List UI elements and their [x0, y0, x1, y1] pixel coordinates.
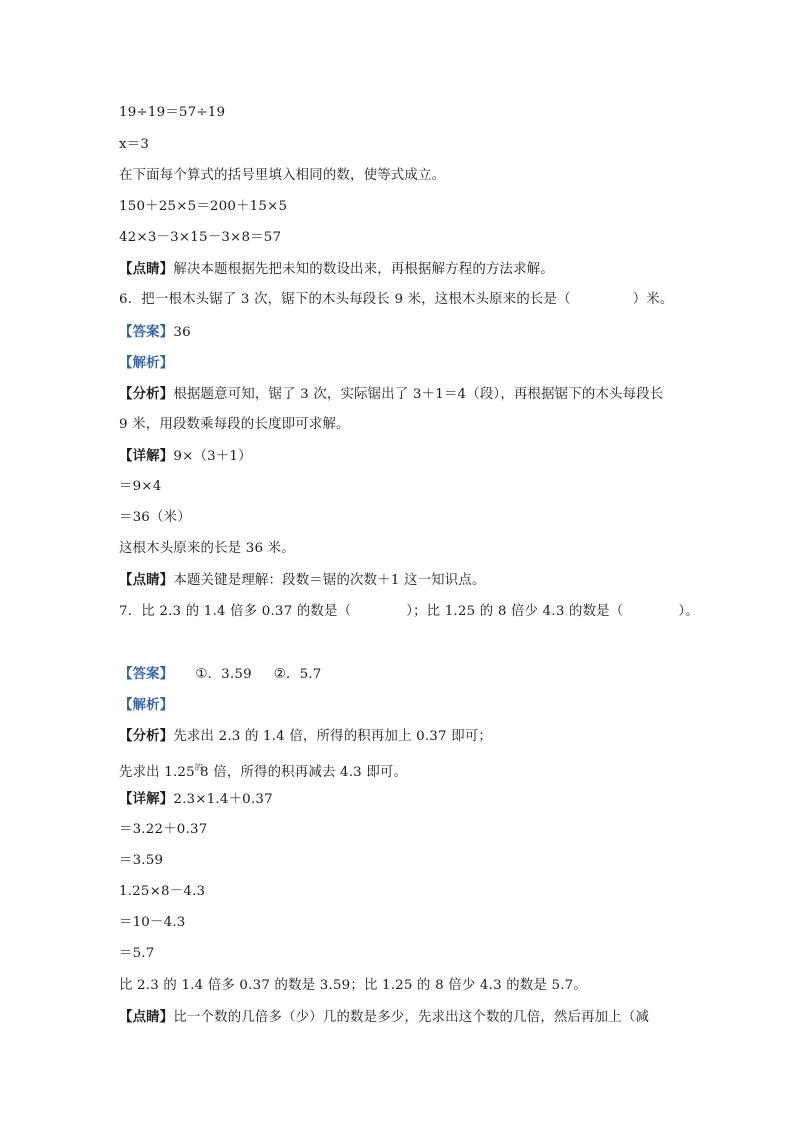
reasoning-6-cont	[119, 416, 350, 434]
equation-text: 19÷19＝57÷19	[119, 105, 226, 120]
calc-text: ＝36（米）	[119, 510, 191, 525]
answer-value: 36	[173, 325, 191, 340]
detail-6-line	[119, 447, 252, 466]
detail-tag: 【详解】	[119, 791, 174, 807]
reasoning-6-line	[119, 385, 663, 404]
key-point-tag: 【点睛】	[119, 1009, 174, 1025]
question-6-text-end: ）米。	[632, 292, 674, 307]
reasoning-tag: 【分析】	[119, 386, 174, 402]
equation-text: x＝3	[119, 137, 150, 152]
key-point-line	[119, 260, 554, 279]
calc-line	[119, 509, 191, 527]
reasoning-tag: 【分析】	[119, 728, 174, 744]
detail-7-line	[119, 790, 273, 809]
analysis-tag: 【解析】	[119, 697, 174, 713]
answer-7-line	[119, 665, 322, 684]
reasoning-text-small: 的	[194, 763, 204, 772]
analysis-6-line	[119, 354, 173, 373]
conclusion-line	[119, 977, 587, 995]
reasoning-text: 8 倍，所得的积再减去 4.3 即可。	[200, 765, 408, 780]
analysis-7-line	[119, 696, 173, 715]
key-point-tag: 【点睛】	[119, 261, 174, 277]
calc-text: ＝9×4	[119, 479, 162, 494]
question-6	[119, 291, 673, 309]
detail-text: 9×（3＋1）	[173, 449, 252, 464]
answer-value-1: ①．3.59	[195, 667, 252, 682]
conclusion-text: 这根木头原来的长是 36 米。	[119, 541, 295, 556]
key-point-line	[119, 571, 486, 590]
equation-line	[119, 198, 287, 216]
question-7-text-end: ）。	[678, 604, 699, 619]
equation-line	[119, 136, 149, 154]
reasoning-text: 9 米，用段数乘每段的长度即可求解。	[119, 417, 350, 432]
calc-text: ＝10－4.3	[119, 915, 186, 930]
calc-line	[119, 914, 186, 932]
reasoning-text: 根据题意可知，锯了 3 次，实际锯出了 3＋1＝4（段），再根据锯下的木头每段长	[173, 387, 664, 402]
answer-6-line	[119, 323, 191, 342]
key-point-tag: 【点睛】	[119, 572, 174, 588]
key-point-text: 解决本题根据先把未知的数设出来，再根据解方程的方法求解。	[173, 262, 554, 277]
key-point-line	[119, 1008, 649, 1027]
question-7-text-mid: ）；比 1.25 的 8 倍少 4.3 的数是（	[406, 604, 624, 619]
answer-tag: 【答案】	[119, 666, 174, 682]
question-7	[119, 603, 699, 621]
calc-line	[119, 852, 163, 870]
conclusion-text: 比 2.3 的 1.4 倍多 0.37 的数是 3.59；比 1.25 的 8 倍少 4.3 的数是 5.7。	[119, 978, 587, 993]
calc-line	[119, 945, 155, 963]
calc-line	[119, 478, 161, 496]
analysis-tag: 【解析】	[119, 355, 174, 371]
answer-value-2: ②．5.7	[273, 667, 322, 682]
calc-text: 1.25×8－4.3	[119, 884, 206, 899]
instruction-text: 在下面每个算式的括号里填入相同的数，使等式成立。	[119, 168, 446, 183]
answer-tag: 【答案】	[119, 324, 174, 340]
instruction-line	[119, 167, 445, 185]
question-7-text: 7．比 2.3 的 1.4 倍多 0.37 的数是（	[119, 604, 352, 619]
calc-line	[119, 883, 205, 901]
reasoning-7-cont	[119, 759, 407, 782]
calc-line	[119, 821, 207, 839]
detail-tag: 【详解】	[119, 448, 174, 464]
equation-line	[119, 104, 225, 122]
calc-text: ＝3.22＋0.37	[119, 822, 208, 837]
reasoning-text: 先求出 1.25	[119, 765, 195, 780]
calc-text: ＝3.59	[119, 853, 164, 868]
key-point-text: 比一个数的几倍多（少）几的数是多少，先求出这个数的几倍，然后再加上（减	[173, 1010, 650, 1025]
equation-text: 150＋25×5＝200＋15×5	[119, 199, 288, 214]
equation-text: 42×3－3×15－3×8＝57	[119, 230, 282, 245]
reasoning-text: 先求出 2.3 的 1.4 倍，所得的积再加上 0.37 即可；	[173, 729, 492, 744]
conclusion-line	[119, 540, 295, 558]
reasoning-7-line	[119, 727, 492, 746]
equation-line	[119, 229, 281, 247]
calc-text: ＝5.7	[119, 946, 155, 961]
detail-text: 2.3×1.4＋0.37	[173, 792, 273, 807]
question-6-text: 6．把一根木头锯了 3 次，锯下的木头每段长 9 米，这根木头原来的长是（	[119, 292, 571, 307]
key-point-text: 本题关键是理解：段数＝锯的次数＋1 这一知识点。	[173, 573, 486, 588]
